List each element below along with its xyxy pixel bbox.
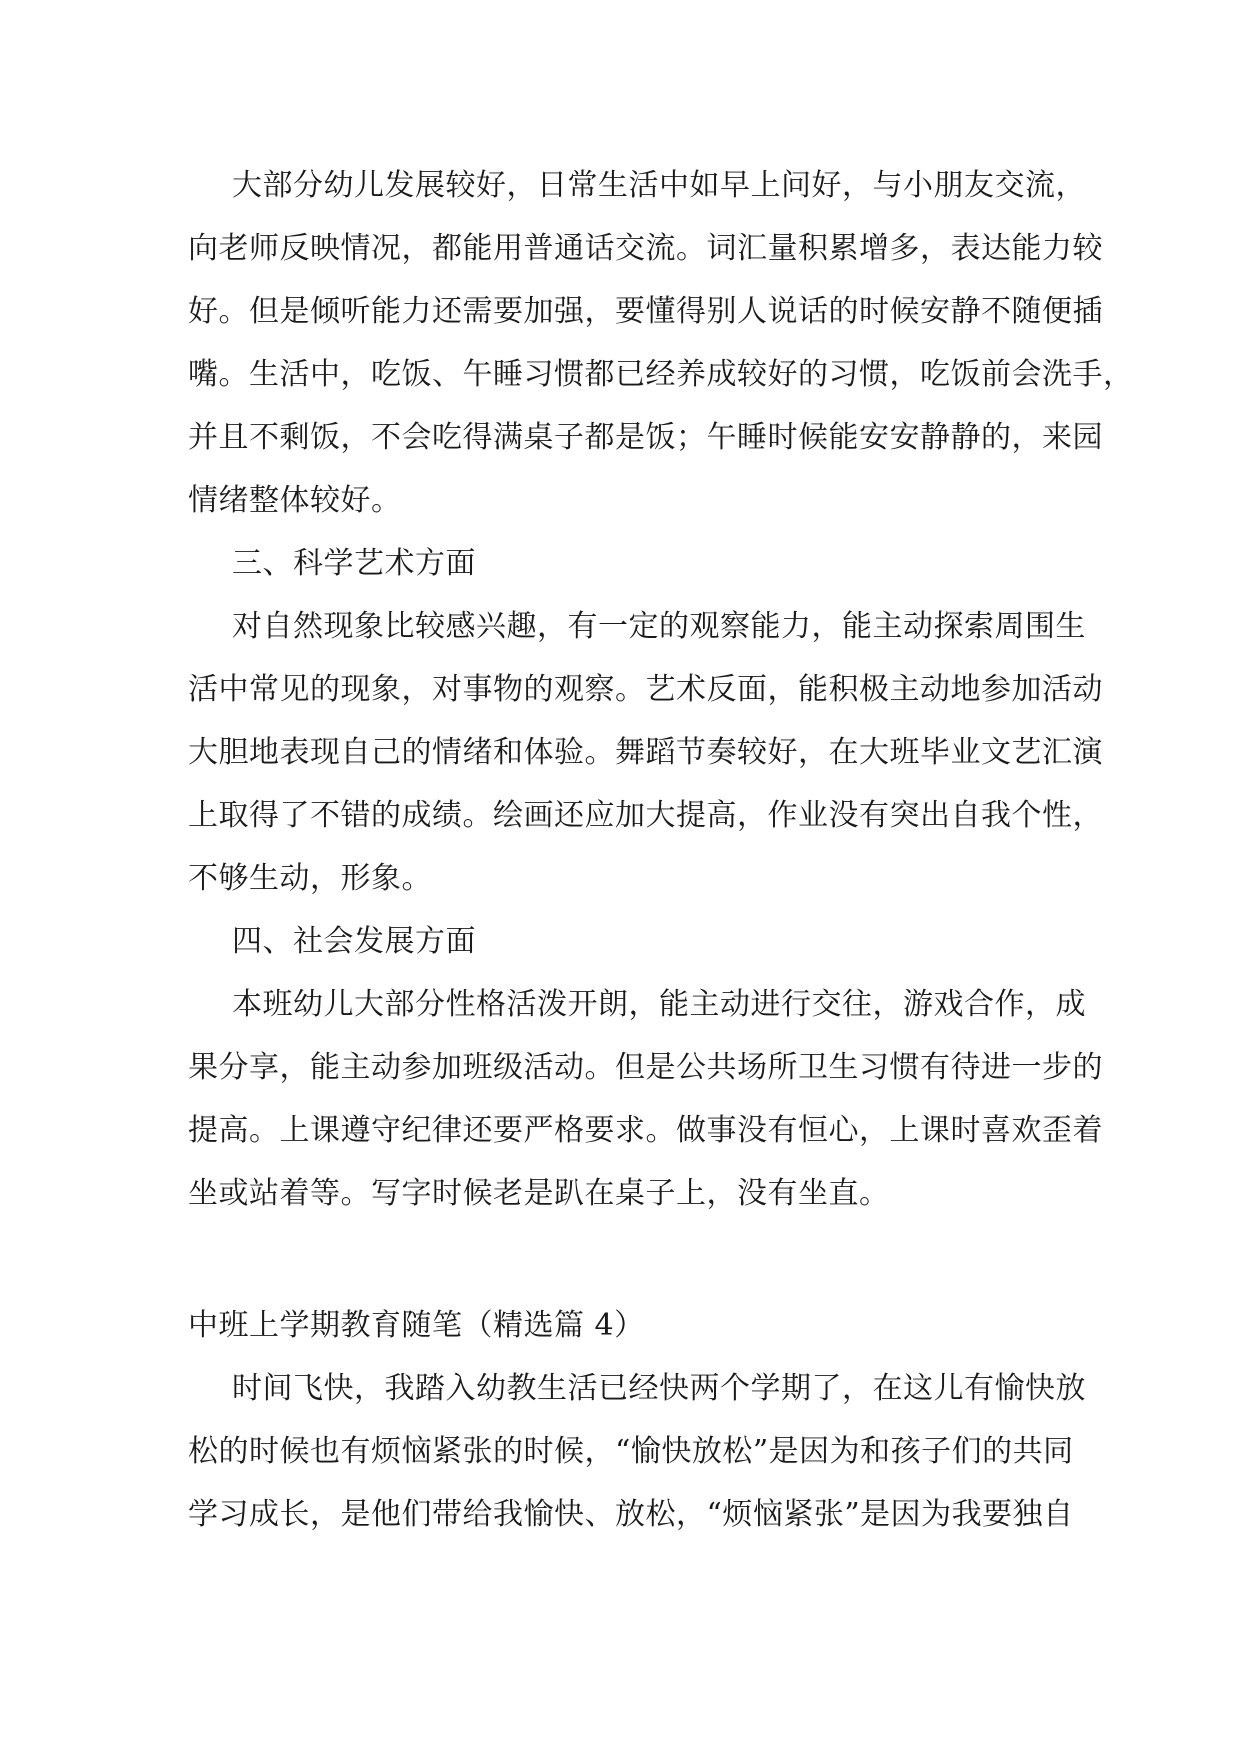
paragraph-line: 并且不剩饭，不会吃得满桌子都是饭；午睡时候能安安静静的，来园 — [188, 420, 1103, 455]
paragraph-line: 学习成长，是他们带给我愉快、放松，“烦恼紧张”是因为我要独自 — [188, 1497, 1074, 1532]
paragraph-line: 不够生动，形象。 — [188, 861, 432, 896]
paragraph-line: 活中常见的现象，对事物的观察。艺术反面，能积极主动地参加活动 — [188, 672, 1103, 707]
paragraph-line: 向老师反映情况，都能用普通话交流。词汇量积累增多，表达能力较 — [188, 231, 1103, 266]
paragraph-line: 上取得了不错的成绩。绘画还应加大提高，作业没有突出自我个性， — [188, 798, 1103, 833]
paragraph-line: 好。但是倾听能力还需要加强，要懂得别人说话的时候安静不随便插 — [188, 294, 1103, 329]
paragraph-line: 嘴。生活中，吃饭、午睡习惯都已经养成较好的习惯，吃饭前会洗手， — [188, 357, 1134, 392]
paragraph-line: 对自然现象比较感兴趣，有一定的观察能力，能主动探索周围生 — [232, 609, 1086, 644]
paragraph-line: 情绪整体较好。 — [188, 483, 402, 518]
article-title: 中班上学期教育随笔（精选篇 4） — [188, 1308, 645, 1343]
section-heading: 三、科学艺术方面 — [232, 546, 476, 581]
paragraph-line: 大部分幼儿发展较好，日常生活中如早上问好，与小朋友交流， — [232, 168, 1086, 203]
paragraph-line: 坐或站着等。写字时候老是趴在桌子上，没有坐直。 — [188, 1176, 890, 1211]
paragraph-line: 本班幼儿大部分性格活泼开朗，能主动进行交往，游戏合作，成 — [232, 987, 1086, 1022]
paragraph-line: 果分享，能主动参加班级活动。但是公共场所卫生习惯有待进一步的 — [188, 1050, 1103, 1085]
paragraph-line: 松的时候也有烦恼紧张的时候，“愉快放松”是因为和孩子们的共同 — [188, 1434, 1074, 1469]
paragraph-line: 提高。上课遵守纪律还要严格要求。做事没有恒心，上课时喜欢歪着 — [188, 1113, 1103, 1148]
paragraph-line: 大胆地表现自己的情绪和体验。舞蹈节奏较好，在大班毕业文艺汇演 — [188, 735, 1103, 770]
paragraph-line: 时间飞快，我踏入幼教生活已经快两个学期了，在这儿有愉快放 — [232, 1371, 1086, 1406]
section-heading: 四、社会发展方面 — [232, 924, 476, 959]
